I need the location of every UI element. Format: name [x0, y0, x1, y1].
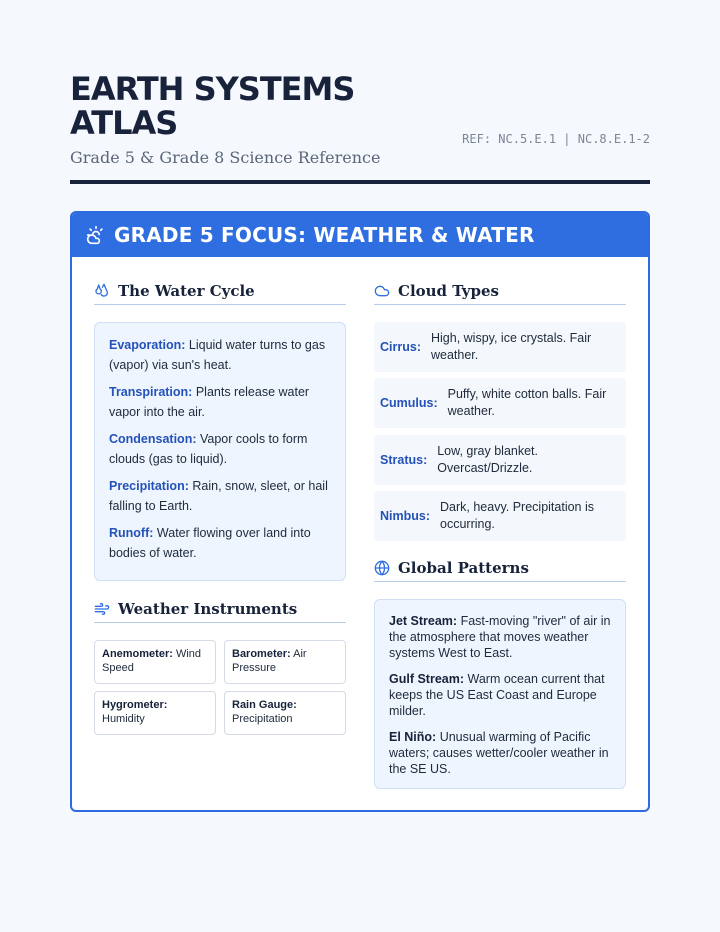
term-description: Liquid water turns to gas (vapor) via sun's heat.: [109, 338, 326, 372]
droplet-icon: [94, 283, 110, 299]
weather-instruments-title: Weather Instruments: [118, 599, 298, 618]
term-label: Rain Gauge:: [232, 699, 297, 711]
term-label: El Niño:: [389, 730, 437, 744]
water-cycle-panel: [94, 322, 346, 581]
term-description: Dark, heavy. Precipitation is occurring.: [440, 500, 594, 531]
term-description: Warm ocean current that keeps the US East Coast and Europe milder.: [389, 672, 605, 718]
term-description: Wind Speed: [102, 648, 202, 674]
term-description: Water flowing over land into bodies of water.: [109, 526, 311, 560]
term-label: Transpiration:: [109, 385, 193, 399]
term-description: Vapor cools to form clouds (gas to liquid).: [109, 432, 308, 466]
term-label: Gulf Stream:: [389, 672, 465, 686]
water-cycle-item: [109, 523, 331, 563]
term-label: Anemometer:: [102, 648, 173, 660]
term-label: Evaporation:: [109, 338, 186, 352]
term-label: Cirrus:: [380, 340, 421, 354]
cloud-type-row: [374, 378, 626, 428]
term-description: Humidity: [102, 713, 145, 725]
cloud-type-row: [374, 435, 626, 485]
global-patterns-title: Global Patterns: [398, 558, 529, 577]
term-description: Plants release water vapor into the air.: [109, 385, 310, 419]
grade5-focus-card: [70, 211, 650, 812]
instrument-card: [224, 691, 346, 735]
water-cycle-item: [109, 382, 331, 422]
card-header: [72, 213, 648, 257]
sun-cloud-icon: [86, 225, 106, 245]
wind-icon: [94, 601, 110, 617]
cloud-type-row: [374, 491, 626, 541]
header-divider: [70, 180, 650, 184]
term-description: Puffy, white cotton balls. Fair weather.: [447, 387, 607, 418]
weather-instruments-heading: [94, 595, 346, 623]
term-label: Nimbus:: [380, 509, 430, 523]
term-description: Air Pressure: [232, 648, 307, 674]
instrument-card: [94, 640, 216, 684]
cloud-type-row: [374, 322, 626, 372]
water-cycle-item: [109, 476, 331, 516]
term-label: Condensation:: [109, 432, 197, 446]
term-description: Low, gray blanket. Overcast/Drizzle.: [437, 444, 538, 475]
term-description: Fast-moving "river" of air in the atmosphere that moves weather systems West to East.: [389, 614, 611, 660]
global-pattern-item: [389, 729, 611, 777]
term-label: Hygrometer:: [102, 699, 168, 711]
page-title: EARTH SYSTEMS ATLAS: [70, 70, 355, 142]
page-subtitle: Grade 5 & Grade 8 Science Reference: [70, 148, 381, 167]
term-description: Unusual warming of Pacific waters; causes wetter/cooler weather in the SE US.: [389, 730, 609, 776]
term-description: High, wispy, ice crystals. Fair weather.: [430, 331, 592, 362]
cloud-types-title: Cloud Types: [398, 281, 499, 300]
term-label: Precipitation:: [109, 479, 189, 493]
global-patterns-panel: [374, 599, 626, 789]
water-cycle-title: The Water Cycle: [118, 281, 255, 300]
term-description: Rain, snow, sleet, or hail falling to Earth.: [109, 479, 328, 513]
water-cycle-item: [109, 335, 331, 375]
term-label: Cumulus:: [380, 396, 438, 410]
water-cycle-heading: [94, 277, 346, 305]
global-pattern-item: [389, 613, 611, 661]
term-label: Stratus:: [380, 453, 428, 467]
instrument-card: [94, 691, 216, 735]
global-pattern-item: [389, 671, 611, 719]
card-title: GRADE 5 FOCUS: WEATHER & WATER: [114, 223, 535, 247]
standards-reference: REF: NC.5.E.1 | NC.8.E.1-2: [462, 132, 650, 146]
term-description: Precipitation: [232, 713, 293, 725]
cloud-icon: [374, 283, 390, 299]
water-cycle-item: [109, 429, 331, 469]
term-label: Barometer:: [232, 648, 291, 660]
term-label: Runoff:: [109, 526, 154, 540]
cloud-types-heading: [374, 277, 626, 305]
term-label: Jet Stream:: [389, 614, 458, 628]
globe-icon: [374, 560, 390, 576]
global-patterns-heading: [374, 554, 626, 582]
instrument-card: [224, 640, 346, 684]
page-header: [70, 72, 650, 167]
